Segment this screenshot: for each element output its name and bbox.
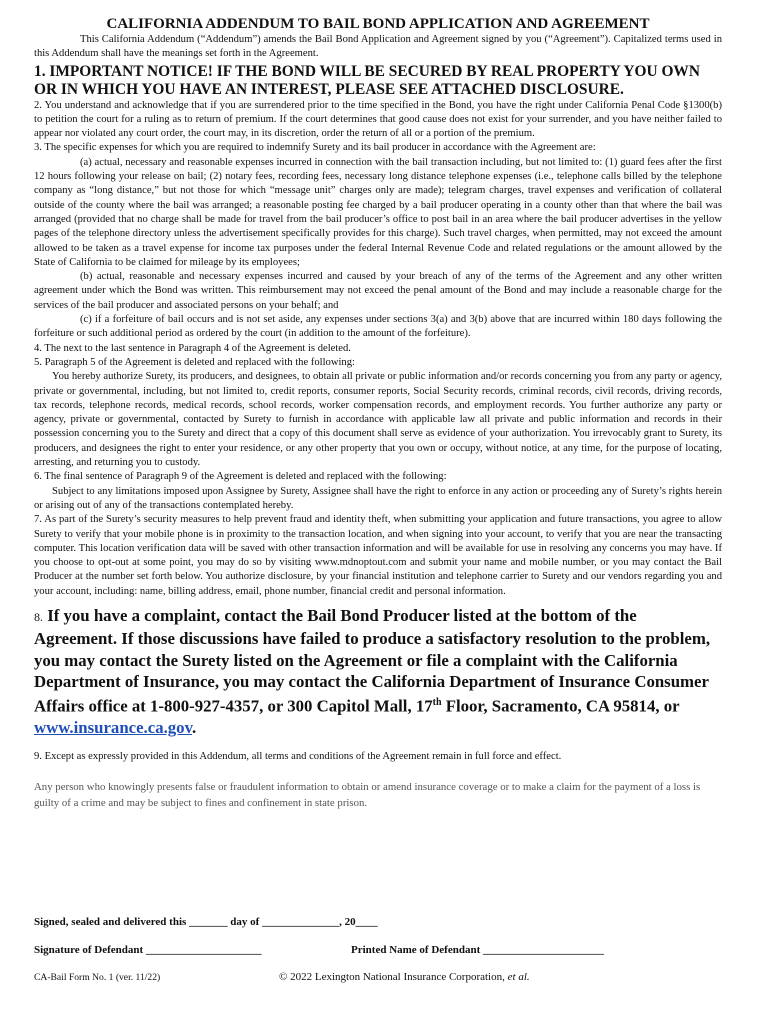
important-notice: 1. IMPORTANT NOTICE! IF THE BOND WILL BE SECURED BY REAL PROPERTY YOU OWN OR IN WHICH YOU HAVE AN INTEREST, PLEASE SEE ATTACHED DISCLOSURE. [34, 62, 700, 98]
intro-paragraph: This California Addendum (“Addendum”) amends the Bail Bond Application and Agreement signed by you (“Agreement”). Capitalized terms used in this Addendum shall have the meanings set forth in the Agreement. [34, 34, 722, 60]
signed-date-line: Signed, sealed and delivered this _______ day of ______________, 20____ [34, 916, 378, 928]
paragraph-3b: (b) actual, reasonable and necessary expenses incurred and caused by your breach of any of the terms of the Agreement and any other written agreement under which the Bond was written. This reimbursement may not exceed the penal amount of the Bond and may include a reasonable charge for the services of the bail producer and associated persons on your behalf; and [34, 271, 722, 311]
paragraph-8-text-b: Floor, Sacramento, CA 95814, or [441, 696, 680, 716]
paragraph-4: 4. The next to the last sentence in Paragraph 4 of the Agreement is deleted. [34, 342, 351, 354]
form-number: CA-Bail Form No. 1 (ver. 11/22) [34, 972, 161, 983]
paragraph-5: 5. Paragraph 5 of the Agreement is deleted and replaced with the following: [34, 356, 355, 368]
ordinal-suffix: th [432, 697, 442, 709]
copyright-text: © 2022 Lexington National Insurance Corporation, [279, 971, 505, 983]
paragraph-8-end: . [192, 718, 197, 738]
paragraph-6-text: Subject to any limitations imposed upon Assignee by Surety, Assignee shall have the right to enforce in any action or proceeding any of Surety’s rights herein or arising out of any of the transactions contemplated hereby. [34, 485, 722, 511]
paragraph-5-text: You hereby authorize Surety, its producers, and designees, to obtain all private or public information and/or records concerning you from any party or agency, private or governmental, including, but not limited to, credit reports, consumer reports, Social Security records, criminal records, civil records, driving records, tax records, telephone records, medical records, school records, worker compensation records, and employment records. You further authorize any party or agency, private or governmental, contacted by Surety to furnish in accordance with applicable law all private and public information and records in their possession concerning you to the Surety and direct that a copy of this document shall serve as evidence of your authorization. You irrevocably grant to Surety, its producers, and designees the right to enter your residence, or any other property that you own or occupy, without notice, at any time, for the purpose of locating, arresting, and returning you to custody. [34, 371, 722, 469]
paragraph-8-number: 8. [34, 609, 43, 624]
signature-row [34, 944, 724, 956]
paragraph-2: 2. You understand and acknowledge that if you are surrendered prior to the time specified in the Bond, you have the right under California Penal Code §1300(b) to petition the court for a ruling as to return of premium. If the court determines that good cause does not exist for your surrender, and you have neither failed to appear nor violated any court order, the court may, in its discretion, order the return of all or a portion of the premium. [34, 99, 722, 140]
printed-name-of-defendant-field: Printed Name of Defendant ______________________ [351, 944, 604, 956]
fraud-warning: Any person who knowingly presents false or fraudulent information to obtain or amend insurance coverage or to make a claim for the payment of a loss is guilty of a crime and may be subject to fines and confinement in state prison. [34, 781, 701, 809]
signature-of-defendant-field: Signature of Defendant _____________________ [34, 944, 262, 956]
paragraph-8-complaint [34, 605, 722, 738]
paragraph-7: 7. As part of the Surety’s security measures to help prevent fraud and identity theft, when submitting your application and future transactions, you agree to allow Surety to verify that your mobile phone is in proximity to the transaction location, and when signing into your account, to verify that you are near the transacting computer. This location verification data will be saved with other transaction information and will be available for use in resolving any concerns you may have. If you choose to opt-out at some point, you may do so by visiting www.mdnoptout.com and submit your name and mobile number, or you may contact the Bail Producer at the number set forth below. You authorize disclosure, by your financial institution and telephone carrier to Surety and our vendors regarding you and your account, including: name, billing address, email, phone number, financial credit and personal information. [34, 514, 722, 597]
paragraph-3: 3. The specific expenses for which you are required to indemnify Surety and its bail producer in accordance with the Agreement are: [34, 142, 596, 154]
paragraph-3c: (c) if a forfeiture of bail occurs and is not set aside, any expenses under sections 3(a) and 3(b) above that are incurred within 180 days following the forfeiture or such additional period as ordered by the court (in addition to the amount of the forfeiture). [34, 314, 722, 340]
paragraph-8-text-a: If you have a complaint, contact the Bail Bond Producer listed at the bottom of the Agreement. If those discussions have failed to produce a satisfactory resolution to the problem, you may contact the Surety listed on the Agreement or file a complaint with the California Department of Insurance, you may contact the California Department of Insurance Consumer Affairs office at 1-800-927-4357, or 300 Capitol Mall, 17 [34, 605, 711, 716]
paragraph-3a: (a) actual, necessary and reasonable expenses incurred in connection with the bail transaction including, but not limited to: (1) guard fees after the first 12 hours following your release on bail; (2) notary fees, recording fees, necessary long distance telephone expenses (i.e., telephone calls billed by the telephone company as “long distance,” but not those for which “message unit” charges only are made); telegram charges, travel expenses and verification of collateral outside of the county where the bail was arranged; a reasonable posting fee charged by a bail producer operating in a county other than that where the bail was arranged (provided that no charge shall be made for travel from the bail producer’s office to post bail in an area where the bail producer advertises in the yellow pages of the telephone directory unless the advertisement specifically provides for this charge). Such travel charges, when permitted, may not exceed the amount allowed to be taken as a travel expense for income tax purposes under the federal Internal Revenue Code and related regulations or the amount allowed by the State of California to be claimed for mileage by its employees; [34, 156, 722, 268]
paragraph-9: 9. Except as expressly provided in this Addendum, all terms and conditions of the Agreement remain in full force and effect. [34, 751, 562, 763]
copyright-notice [279, 971, 530, 983]
insurance-website-link[interactable]: www.insurance.ca.gov [34, 718, 193, 738]
et-al: et al. [507, 971, 530, 983]
document-page [34, 16, 722, 956]
document-title: CALIFORNIA ADDENDUM TO BAIL BOND APPLICATION AND AGREEMENT [106, 16, 650, 32]
paragraph-6: 6. The final sentence of Paragraph 9 of the Agreement is deleted and replaced with the following: [34, 471, 447, 483]
